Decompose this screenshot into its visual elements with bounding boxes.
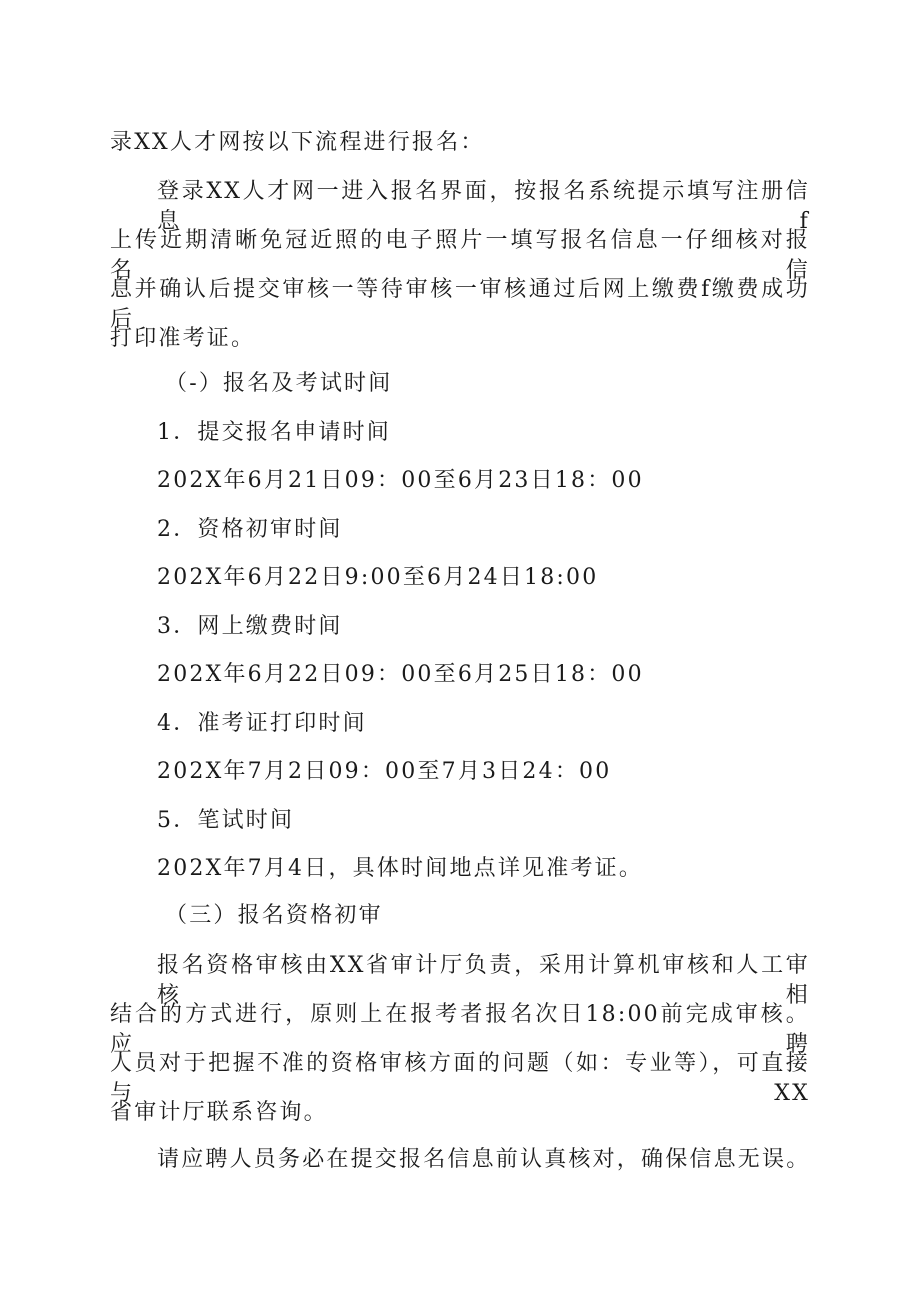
text-line: 登录XX人才网一进入报名界面，按报名系统提示填写注册信息f — [157, 179, 810, 234]
list-item: 4．准考证打印时间 — [157, 711, 367, 736]
section-heading: （三）报名资格初审 — [165, 903, 383, 928]
section-heading: （-）报名及考试时间 — [165, 371, 393, 396]
text-line: 报名资格审核由XX省审计厅负责，采用计算机审核和人工审核相 — [157, 953, 810, 1008]
text-line: 202X年7月4日，具体时间地点详见准考证。 — [157, 856, 644, 881]
text-line: 省审计厅联系咨询。 — [110, 1100, 328, 1125]
text-line: 上传近期清晰免冠近照的电子照片一填写报名信息一仔细核对报名信 — [110, 228, 810, 283]
list-item: 3．网上缴费时间 — [157, 614, 343, 639]
list-item: 1．提交报名申请时间 — [157, 420, 391, 445]
text-line: 打印准考证。 — [110, 326, 256, 351]
text-line: 人员对于把握不准的资格审核方面的问题（如：专业等），可直接与XX — [110, 1051, 810, 1106]
text-line: 202X年6月22日09：00至6月25日18：00 — [157, 662, 644, 687]
list-item: 2．资格初审时间 — [157, 517, 343, 542]
list-item: 5．笔试时间 — [157, 808, 295, 833]
text-line: 请应聘人员务必在提交报名信息前认真核对，确保信息无误。 — [157, 1147, 811, 1172]
text-line: 结合的方式进行，原则上在报考者报名次日18:00前完成审核。应聘 — [110, 1002, 810, 1057]
text-line: 录XX人才网按以下流程进行报名： — [110, 130, 485, 155]
text-line: 息并确认后提交审核一等待审核一审核通过后网上缴费f缴费成功后 — [110, 277, 810, 332]
text-line: 202X年7月2日09：00至7月3日24：00 — [157, 759, 612, 784]
text-line: 202X年6月21日09：00至6月23日18：00 — [157, 468, 644, 493]
text-line: 202X年6月22日9:00至6月24日18:00 — [157, 565, 599, 590]
